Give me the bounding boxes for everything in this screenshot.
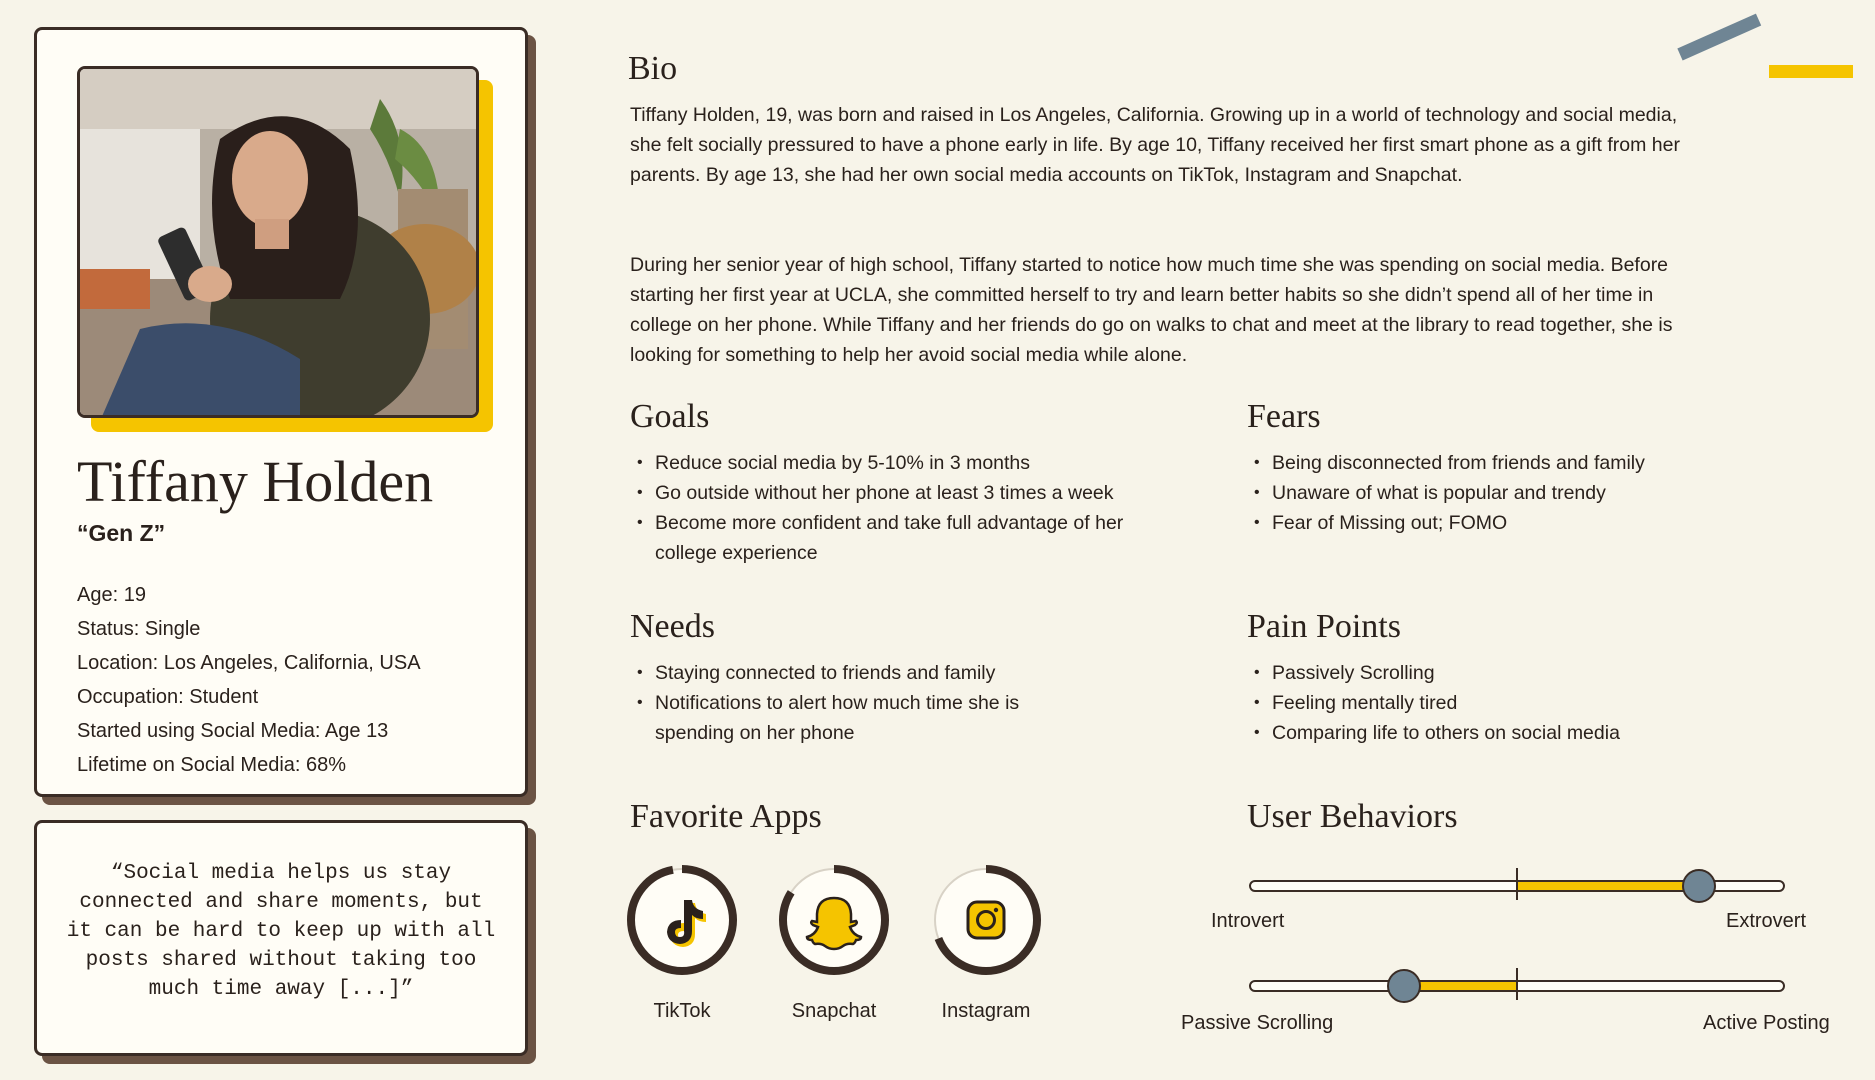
list-item: • Go outside without her phone at least 3 times a week [630,478,1190,508]
app-usage-ring [778,864,890,976]
persona-facts [77,578,421,782]
passive-active-slider[interactable] [1249,968,1785,1004]
fact-occupation: Occupation: Student [77,686,259,708]
goals-heading: Goals [630,398,710,435]
persona-name: Tiffany Holden [77,449,434,514]
list-item: • Notifications to alert how much time she is spending on her phone [630,688,1080,748]
decorative-bar [1769,65,1853,78]
slider-fill [1404,982,1517,990]
slider-right-label: Extrovert [1726,910,1807,932]
snapchat-ghost-icon [778,864,890,976]
fact-age: Age: 19 [77,584,146,606]
fact-location: Location: Los Angeles, California, USA [77,652,421,674]
app-label: Instagram [941,1000,1031,1022]
list-item: • Feeling mentally tired [1247,688,1847,718]
slider-midpoint [1516,968,1518,1000]
persona-quote: “Social media helps us stay connected and share moments, but it can be hard to keep up with all posts shared without taking too much time away [...]” [66,862,496,1001]
tiktok-icon [626,864,738,976]
app-usage-ring [626,864,738,976]
favorite-apps-heading: Favorite Apps [630,798,822,835]
list-item: • Reduce social media by 5-10% in 3 months [630,448,1190,478]
slider-left-label: Passive Scrolling [1181,1012,1334,1034]
app-tiktok [626,864,738,1023]
list-item: • Become more confident and take full advantage of her college experience [630,508,1190,568]
app-label: TikTok [653,1000,711,1022]
introvert-extrovert-slider[interactable] [1249,868,1785,904]
fears-list [1247,448,1847,538]
pain-points-list [1247,658,1847,748]
fact-status: Status: Single [77,618,201,640]
list-item: • Passively Scrolling [1247,658,1847,688]
user-behaviors-heading: User Behaviors [1247,798,1458,835]
slider-left-label: Introvert [1211,910,1285,932]
photo-frame [77,66,479,418]
slider-handle[interactable] [1387,969,1421,1003]
goals-list [630,448,1190,568]
needs-list [630,658,1080,748]
list-item: • Staying connected to friends and family [630,658,1080,688]
slider-right-label: Active Posting [1703,1012,1830,1034]
list-item: • Fear of Missing out; FOMO [1247,508,1847,538]
profile-card [34,27,528,797]
app-instagram [930,864,1042,1023]
slider-midpoint [1516,868,1518,900]
fact-social-media-start: Started using Social Media: Age 13 [77,720,389,742]
needs-heading: Needs [630,608,715,645]
instagram-icon [930,864,1042,976]
slider-fill [1517,882,1699,890]
profile-photo [77,66,479,418]
list-item: • Being disconnected from friends and family [1247,448,1847,478]
bio-paragraph-2: During her senior year of high school, Tiffany started to notice how much time she was spending on social media. Before starting her first year at UCLA, she committed herself to try and learn better habits so she didn’t spend all of her time in college on her phone. While Tiffany and her friends do go on walks to chat and meet at the library to read together, she is looking for something to help her avoid social media while alone. [630,254,1673,366]
list-item: • Comparing life to others on social media [1247,718,1847,748]
fears-heading: Fears [1247,398,1321,435]
persona-nickname: “Gen Z” [77,520,166,546]
app-usage-ring [930,864,1042,976]
slider-handle[interactable] [1682,869,1716,903]
bio-heading: Bio [628,50,678,87]
decorative-slash [1677,14,1761,61]
app-snapchat [778,864,890,1023]
list-item: • Unaware of what is popular and trendy [1247,478,1847,508]
app-label: Snapchat [791,1000,877,1022]
fact-lifetime-social-media: Lifetime on Social Media: 68% [77,754,347,776]
quote-card [34,820,528,1056]
pain-points-heading: Pain Points [1247,608,1401,645]
bio-paragraph-1: Tiffany Holden, 19, was born and raised in Los Angeles, California. Growing up in a world of technology and social media, she felt socially pressured to have a phone early in life. By age 10, Tiffany received her first smart phone as a gift from her parents. By age 13, she had her own social media accounts on TikTok, Instagram and Snapchat. [630,104,1680,186]
